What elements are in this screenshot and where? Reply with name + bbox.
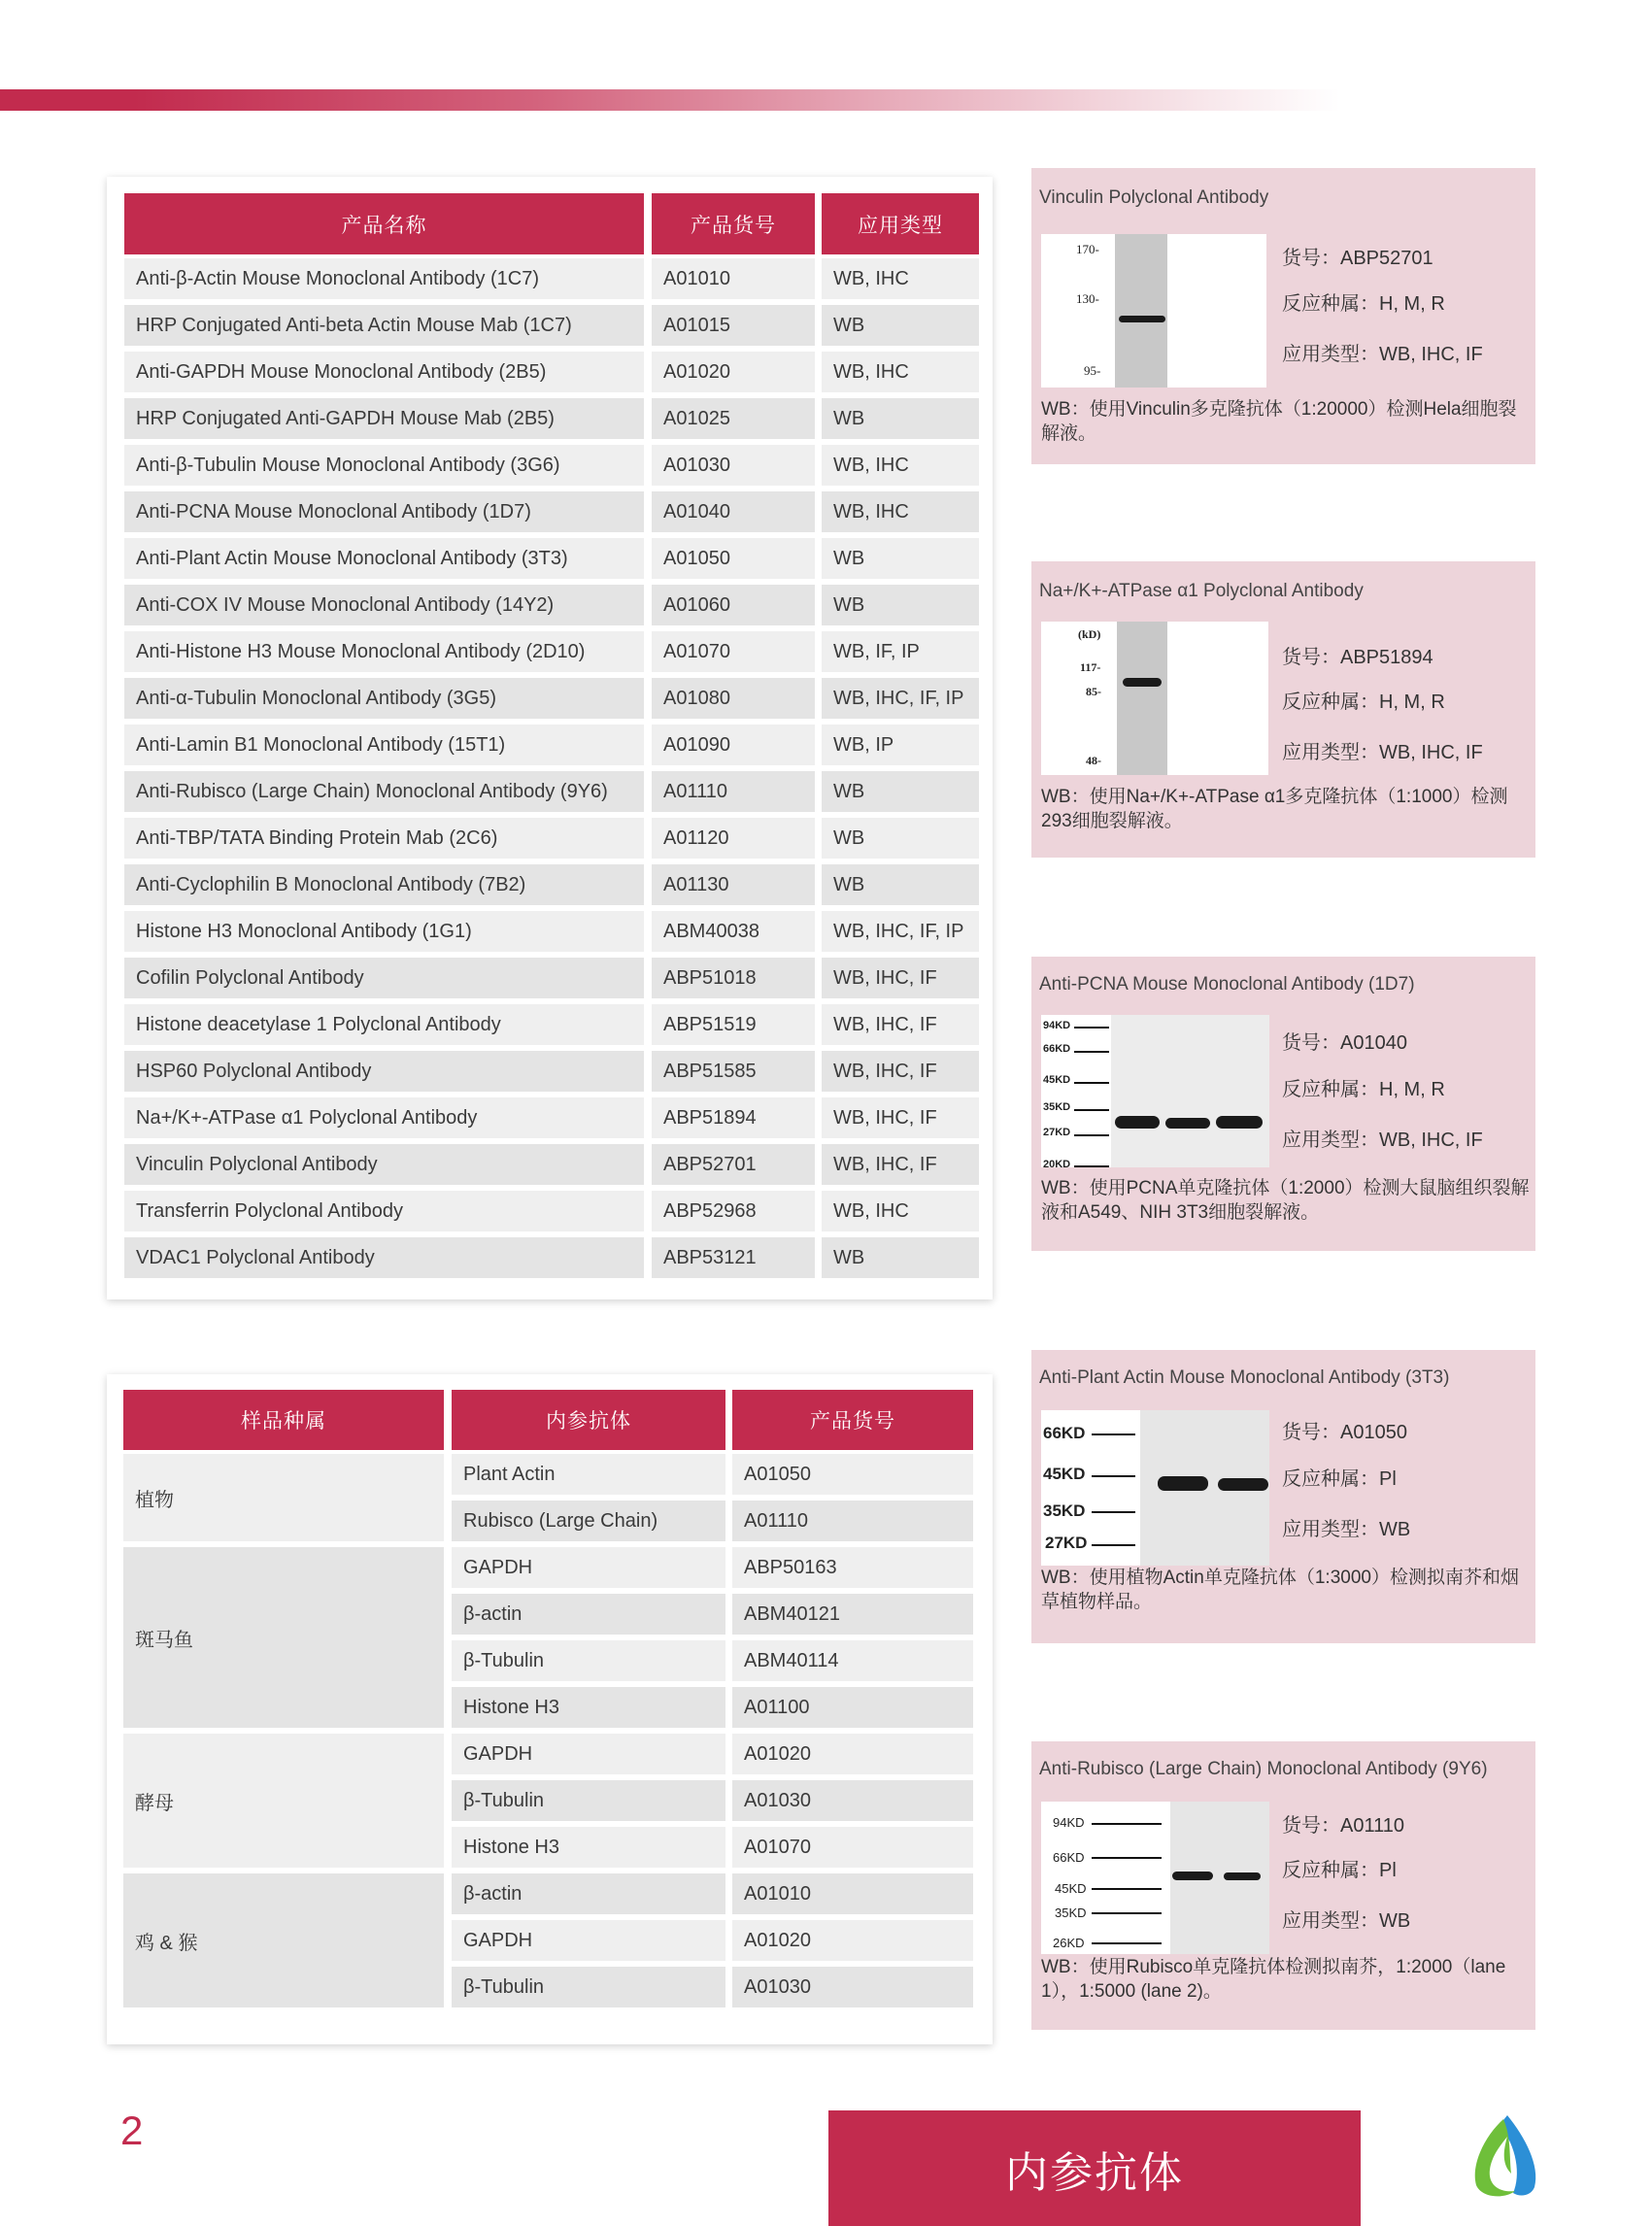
application-cell: WB, IHC (822, 491, 979, 532)
application-cell: WB (822, 818, 979, 859)
reference-antibody-cell: β-Tubulin (452, 1967, 725, 2007)
application-cell: WB, IHC, IF, IP (822, 678, 979, 719)
application-cell: WB (822, 771, 979, 812)
card-product-code: 货号：A01050 (1282, 1422, 1407, 1443)
product-code-cell: ABP51894 (652, 1097, 815, 1138)
product-code-cell: ABM40121 (732, 1594, 973, 1635)
card-product-code: 货号：A01110 (1282, 1815, 1404, 1837)
card-title: Anti-Plant Actin Mouse Monoclonal Antibody (3T3) (1039, 1367, 1450, 1388)
product-name-cell: Cofilin Polyclonal Antibody (124, 958, 644, 998)
application-cell: WB (822, 1237, 979, 1278)
product-code-cell: ABP52968 (652, 1191, 815, 1231)
reference-antibody-cell: Rubisco (Large Chain) (452, 1501, 725, 1541)
page-number: 2 (120, 2108, 144, 2153)
product-code-cell: A01080 (652, 678, 815, 719)
reference-antibody-cell: β-Tubulin (452, 1780, 725, 1821)
product-code-cell: A01010 (732, 1873, 973, 1914)
reference-antibody-cell: GAPDH (452, 1734, 725, 1774)
western-blot-image: 94KD 66KD 45KD 35KD 27KD 20KD (1041, 1015, 1269, 1167)
reference-antibody-cell: GAPDH (452, 1920, 725, 1961)
product-name-cell: Anti-α-Tubulin Monoclonal Antibody (3G5) (124, 678, 644, 719)
product-code-cell: A01020 (732, 1734, 973, 1774)
application-cell: WB, IHC (822, 352, 979, 392)
product-name-cell: Anti-β-Actin Mouse Monoclonal Antibody (1C7) (124, 258, 644, 299)
product-name-cell: Anti-Rubisco (Large Chain) Monoclonal Antibody (9Y6) (124, 771, 644, 812)
header-product-code: 产品货号 (652, 193, 815, 254)
card-product-code: 货号：ABP52701 (1282, 248, 1433, 269)
product-name-cell: Anti-β-Tubulin Mouse Monoclonal Antibody (3G6) (124, 445, 644, 486)
product-code-cell: A01020 (732, 1920, 973, 1961)
product-code-cell: A01070 (652, 631, 815, 672)
product-card-pcna (1031, 957, 1535, 1251)
card-title: Vinculin Polyclonal Antibody (1039, 187, 1269, 208)
card-application: 应用类型：WB (1282, 1519, 1411, 1540)
product-code-cell: A01060 (652, 585, 815, 625)
header-gradient-bar (0, 89, 1340, 111)
product-name-cell: Anti-GAPDH Mouse Monoclonal Antibody (2B5) (124, 352, 644, 392)
product-code-cell: ABP51519 (652, 1004, 815, 1045)
header-species: 样品种属 (123, 1390, 444, 1450)
product-name-cell: Vinculin Polyclonal Antibody (124, 1144, 644, 1185)
reference-antibody-cell: Plant Actin (452, 1454, 725, 1495)
card-species: 反应种属：H, M, R (1282, 1079, 1445, 1100)
product-card-plant-actin (1031, 1350, 1535, 1643)
species-cell: 酵母 (123, 1734, 444, 1868)
product-code-cell: A01110 (732, 1501, 973, 1541)
product-code-cell: A01030 (732, 1780, 973, 1821)
application-cell: WB (822, 538, 979, 579)
header-reference-antibody: 内参抗体 (452, 1390, 725, 1450)
application-cell: WB (822, 864, 979, 905)
product-code-cell: ABP52701 (652, 1144, 815, 1185)
header-product-code: 产品货号 (732, 1390, 973, 1450)
application-cell: WB, IHC, IF (822, 1051, 979, 1092)
product-name-cell: HRP Conjugated Anti-beta Actin Mouse Mab (1C7) (124, 305, 644, 346)
card-species: 反应种属：Pl (1282, 1860, 1397, 1881)
product-name-cell: Anti-PCNA Mouse Monoclonal Antibody (1D7) (124, 491, 644, 532)
product-code-cell: ABP51585 (652, 1051, 815, 1092)
card-application: 应用类型：WB, IHC, IF (1282, 1130, 1483, 1151)
application-cell: WB, IHC, IF (822, 1144, 979, 1185)
application-cell: WB, IF, IP (822, 631, 979, 672)
species-table-card (107, 1374, 993, 2044)
product-code-cell: A01050 (732, 1454, 973, 1495)
product-name-cell: Anti-TBP/TATA Binding Protein Mab (2C6) (124, 818, 644, 859)
card-application: 应用类型：WB, IHC, IF (1282, 344, 1483, 365)
reference-antibody-cell: Histone H3 (452, 1827, 725, 1868)
card-description: WB：使用Rubisco单克隆抗体检测拟南芥，1:2000（lane 1），1:5000 (lane 2)。 (1041, 1957, 1506, 2002)
product-name-cell: HSP60 Polyclonal Antibody (124, 1051, 644, 1092)
application-cell: WB, IP (822, 725, 979, 765)
card-product-code: 货号：ABP51894 (1282, 647, 1433, 668)
product-card-vinculin (1031, 168, 1535, 464)
species-cell: 鸡 & 猴 (123, 1873, 444, 2007)
product-code-cell: ABM40038 (652, 911, 815, 952)
card-species: 反应种属：H, M, R (1282, 691, 1445, 713)
product-card-atpase (1031, 561, 1535, 858)
product-name-cell: Anti-COX IV Mouse Monoclonal Antibody (14Y2) (124, 585, 644, 625)
western-blot-image: 94KD 66KD 45KD 35KD 26KD (1041, 1802, 1269, 1954)
product-code-cell: A01020 (652, 352, 815, 392)
product-code-cell: A01120 (652, 818, 815, 859)
product-code-cell: ABP53121 (652, 1237, 815, 1278)
reference-antibody-cell: β-Tubulin (452, 1640, 725, 1681)
product-code-cell: ABM40114 (732, 1640, 973, 1681)
product-code-cell: A01010 (652, 258, 815, 299)
species-cell: 斑马鱼 (123, 1547, 444, 1728)
reference-antibody-cell: GAPDH (452, 1547, 725, 1588)
application-cell: WB (822, 398, 979, 439)
product-name-cell: HRP Conjugated Anti-GAPDH Mouse Mab (2B5) (124, 398, 644, 439)
product-code-cell: A01110 (652, 771, 815, 812)
section-title: 内参抗体 (828, 2110, 1361, 2226)
product-code-cell: A01090 (652, 725, 815, 765)
product-code-cell: ABP51018 (652, 958, 815, 998)
product-name-cell: Anti-Cyclophilin B Monoclonal Antibody (7B2) (124, 864, 644, 905)
card-description: WB：使用Na+/K+-ATPase α1多克隆抗体（1:1000）检测293细胞裂解液。 (1041, 787, 1508, 831)
product-card-rubisco (1031, 1741, 1535, 2030)
card-application: 应用类型：WB (1282, 1910, 1411, 1932)
card-title: Anti-PCNA Mouse Monoclonal Antibody (1D7) (1039, 974, 1415, 995)
product-code-cell: A01030 (732, 1967, 973, 2007)
card-description: WB：使用PCNA单克隆抗体（1:2000）检测大鼠脑组织裂解液和A549、NIH 3T3细胞裂解液。 (1041, 1178, 1530, 1223)
card-description: WB：使用Vinculin多克隆抗体（1:20000）检测Hela细胞裂解液。 (1041, 399, 1517, 444)
product-name-cell: VDAC1 Polyclonal Antibody (124, 1237, 644, 1278)
application-cell: WB, IHC (822, 258, 979, 299)
card-species: 反应种属：H, M, R (1282, 293, 1445, 315)
application-cell: WB, IHC, IF (822, 958, 979, 998)
product-code-cell: A01100 (732, 1687, 973, 1728)
card-application: 应用类型：WB, IHC, IF (1282, 742, 1483, 763)
product-code-cell: A01040 (652, 491, 815, 532)
product-code-cell: A01015 (652, 305, 815, 346)
reference-antibody-cell: Histone H3 (452, 1687, 725, 1728)
card-product-code: 货号：A01040 (1282, 1032, 1407, 1054)
western-blot-image: 170- 130- 95- (1041, 234, 1266, 388)
product-table-card (107, 177, 993, 1299)
card-title: Anti-Rubisco (Large Chain) Monoclonal Antibody (9Y6) (1039, 1759, 1488, 1779)
application-cell: WB, IHC, IF (822, 1097, 979, 1138)
product-name-cell: Histone H3 Monoclonal Antibody (1G1) (124, 911, 644, 952)
application-cell: WB, IHC (822, 1191, 979, 1231)
header-application: 应用类型 (822, 193, 979, 254)
product-code-cell: A01050 (652, 538, 815, 579)
company-logo-icon (1457, 2108, 1544, 2200)
product-code-cell: A01030 (652, 445, 815, 486)
card-species: 反应种属：Pl (1282, 1468, 1397, 1490)
product-code-cell: A01130 (652, 864, 815, 905)
product-code-cell: A01070 (732, 1827, 973, 1868)
product-name-cell: Transferrin Polyclonal Antibody (124, 1191, 644, 1231)
product-code-cell: ABP50163 (732, 1547, 973, 1588)
card-description: WB：使用植物Actin单克隆抗体（1:3000）检测拟南芥和烟草植物样品。 (1041, 1568, 1519, 1612)
header-product-name: 产品名称 (124, 193, 644, 254)
product-name-cell: Anti-Lamin B1 Monoclonal Antibody (15T1) (124, 725, 644, 765)
product-name-cell: Na+/K+-ATPase α1 Polyclonal Antibody (124, 1097, 644, 1138)
product-name-cell: Anti-Plant Actin Mouse Monoclonal Antibody (3T3) (124, 538, 644, 579)
card-title: Na+/K+-ATPase α1 Polyclonal Antibody (1039, 581, 1364, 601)
product-name-cell: Anti-Histone H3 Mouse Monoclonal Antibody (2D10) (124, 631, 644, 672)
product-name-cell: Histone deacetylase 1 Polyclonal Antibody (124, 1004, 644, 1045)
application-cell: WB, IHC, IF (822, 1004, 979, 1045)
western-blot-image: 66KD 45KD 35KD 27KD (1041, 1410, 1269, 1566)
application-cell: WB, IHC, IF, IP (822, 911, 979, 952)
product-code-cell: A01025 (652, 398, 815, 439)
western-blot-image: (kD) 117- 85- 48- (1041, 622, 1268, 775)
species-cell: 植物 (123, 1454, 444, 1541)
reference-antibody-cell: β-actin (452, 1873, 725, 1914)
reference-antibody-cell: β-actin (452, 1594, 725, 1635)
application-cell: WB (822, 305, 979, 346)
application-cell: WB (822, 585, 979, 625)
application-cell: WB, IHC (822, 445, 979, 486)
